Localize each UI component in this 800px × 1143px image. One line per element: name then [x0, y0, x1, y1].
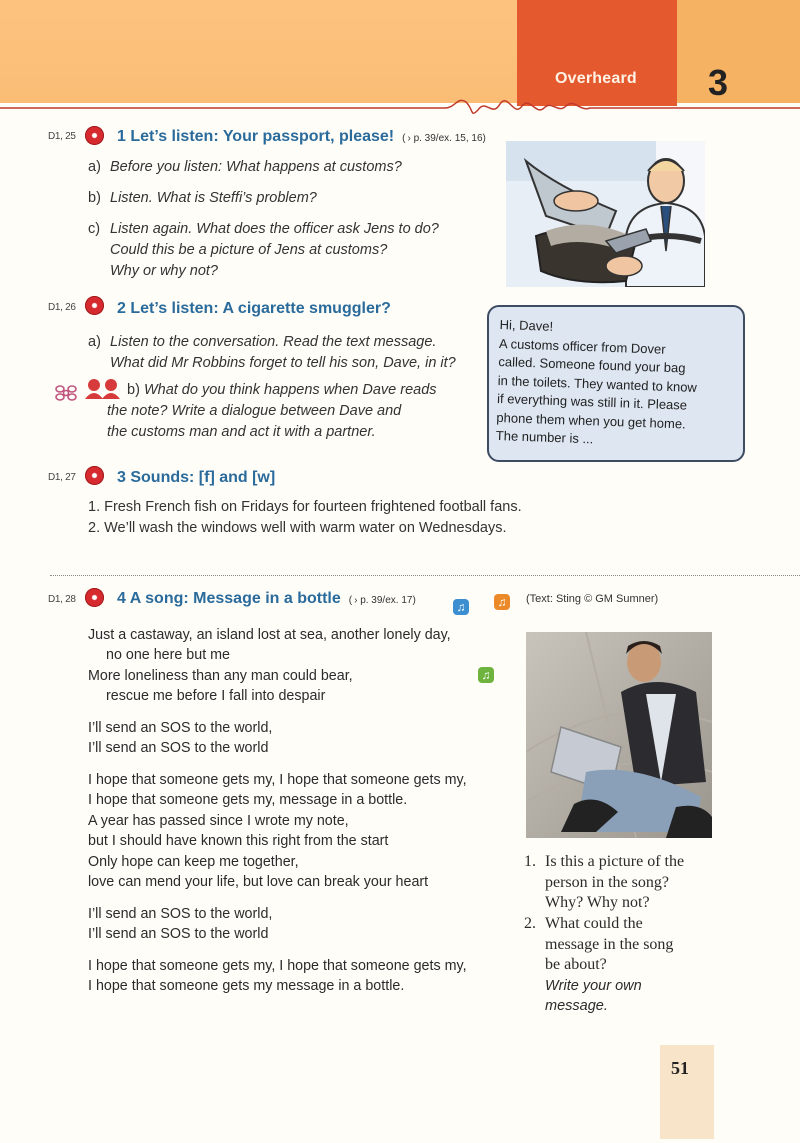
customs-officer-illustration: [506, 141, 705, 287]
exercise-3-title: 3 Sounds: [f] and [w]: [117, 469, 276, 486]
cd-audio-icon[interactable]: [85, 588, 104, 607]
question-2: 2. What could the message in the song be about? Write your own message.: [524, 915, 674, 1015]
question-1: 1. Is this a picture of the person in the song? Why? Why not?: [524, 853, 685, 912]
audio-track-code: D1, 27: [48, 472, 76, 483]
audio-track-code: D1, 26: [48, 302, 76, 313]
page-number: 51: [671, 1058, 689, 1078]
section-label: Overheard: [555, 70, 637, 87]
music-note-icon: ♫: [494, 594, 510, 610]
audio-track-code: D1, 28: [48, 594, 76, 605]
exercise-1-a: a) Before you listen: What happens at customs?: [88, 159, 402, 175]
audio-track-code: D1, 25: [48, 131, 76, 142]
exercise-2-title: 2 Let’s listen: A cigarette smuggler?: [117, 300, 391, 317]
music-note-icon: ♫: [478, 667, 494, 683]
music-note-icon: ♫: [453, 599, 469, 615]
song-stanza-5: I hope that someone gets my, I hope that someone gets my, I hope that someone gets my message in a bottle.: [88, 958, 467, 995]
exercise-1-title: 1 Let’s listen: Your passport, please! ( › p. 39/ex. 15, 16): [117, 128, 486, 145]
exercise-1-b: b) Listen. What is Steffi’s problem?: [88, 190, 317, 206]
exercise-4-title: 4 A song: Message in a bottle ( › p. 39/ex. 17): [117, 590, 416, 607]
song-stanza-4: I’ll send an SOS to the world, I’ll send an SOS to the world: [88, 906, 273, 943]
page-number-tab: [660, 1045, 714, 1139]
header-squiggle-line: [0, 88, 800, 128]
song-stanza-1: Just a castaway, an island lost at sea, another lonely day, no one here but me More loneliness than any man could bear, rescue me before I fall into despair: [88, 627, 451, 705]
exercise-1-c: c) Listen again. What does the officer ask Jens to do? Could this be a picture of Jens at customs? Why or why not?: [88, 221, 439, 279]
cd-audio-icon[interactable]: [85, 296, 104, 315]
man-with-laptop-photo: [526, 632, 712, 838]
tongue-twister-2: 2. We’ll wash the windows well with warm water on Wednesdays.: [88, 520, 507, 536]
song-stanza-2: I’ll send an SOS to the world, I’ll send an SOS to the world: [88, 720, 273, 757]
page-reference: ( › p. 39/ex. 15, 16): [402, 133, 486, 144]
text-message-content: Hi, Dave! A customs officer from Dover called. Someone found your bag in the toilets. They wanted to know if everything was still in it. Please phone them when you get home. The number is ...: [495, 316, 698, 447]
cd-audio-icon[interactable]: [85, 126, 104, 145]
song-stanza-3: I hope that someone gets my, I hope that someone gets my, I hope that someone gets my, message in a bottle. A year has passed since I wrote my note, but I should have known this right from the start Only hope can keep me together, love can mend your life, but love can break your heart: [88, 772, 467, 891]
tongue-twister-1: 1. Fresh French fish on Fridays for fourteen frightened football fans.: [88, 499, 522, 515]
cd-audio-icon[interactable]: [85, 466, 104, 485]
exercise-2-a: a) Listen to the conversation. Read the text message. What did Mr Robbins forget to tell his son, Dave, in it?: [88, 334, 456, 371]
section-divider: [50, 575, 800, 576]
exercise-2-b: b) What do you think happens when Dave reads the note? Write a dialogue between Dave and the customs man and act it with a partner.: [107, 382, 437, 440]
flower-icon: [54, 383, 78, 403]
page-reference: ( › p. 39/ex. 17): [348, 595, 416, 606]
chapter-number: 3: [708, 62, 729, 103]
song-credit: (Text: Sting © GM Sumner): [526, 593, 659, 605]
